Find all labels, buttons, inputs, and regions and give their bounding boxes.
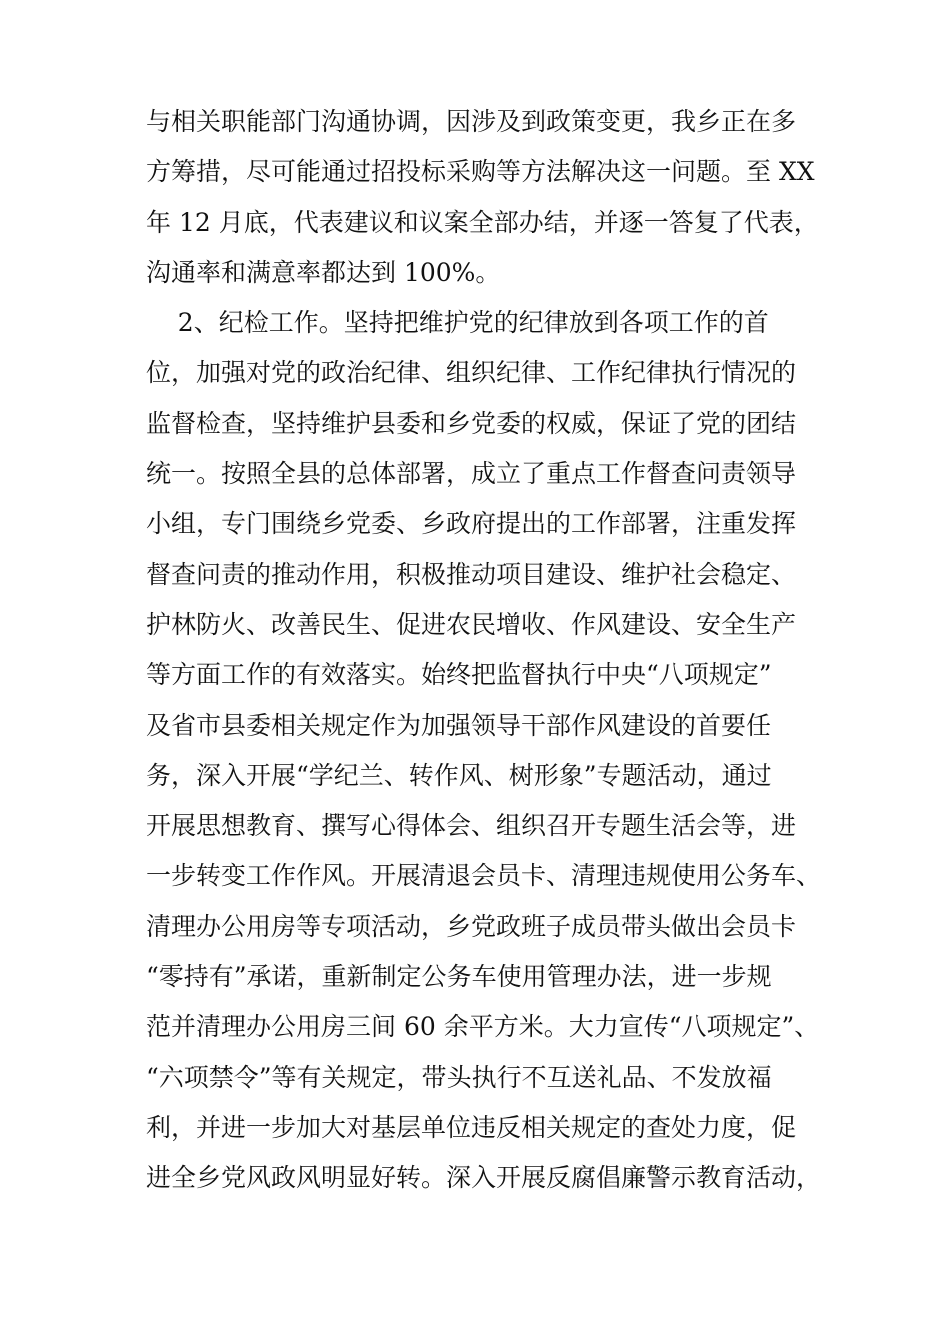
text-line-12: 等方面工作的有效落实。始终把监督执行中央“八项规定”	[146, 660, 772, 690]
text-line-10: 督查问责的推动作用，积极推动项目建设、维护社会稳定、	[146, 559, 797, 589]
text-line-4: 沟通率和满意率都达到 100%。	[146, 257, 501, 287]
text-line-8: 统一。按照全县的总体部署，成立了重点工作督查问责领导	[146, 459, 797, 489]
text-line-19: 范并清理办公用房三间 60 余平方米。大力宣传“八项规定”、	[146, 1012, 820, 1042]
body-text	[146, 97, 836, 1204]
text-line-9: 小组，专门围绕乡党委、乡政府提出的工作部署，注重发挥	[146, 509, 797, 539]
text-line-13: 及省市县委相关规定作为加强领导干部作风建设的首要任	[146, 710, 772, 740]
text-line-18: “零持有”承诺，重新制定公务车使用管理办法，进一步规	[146, 962, 772, 992]
text-line-11: 护林防火、改善民生、促进农民增收、作风建设、安全生产	[146, 609, 797, 639]
text-line-7: 监督检查，坚持维护县委和乡党委的权威，保证了党的团结	[146, 408, 797, 438]
text-line-16: 一步转变工作作风。开展清退会员卡、清理违规使用公务车、	[146, 861, 822, 891]
text-line-20: “六项禁令”等有关规定，带头执行不互送礼品、不发放福	[146, 1062, 772, 1092]
text-line-14: 务，深入开展“学纪兰、转作风、树形象”专题活动，通过	[146, 760, 772, 790]
text-line-22: 进全乡党风政风明显好转。深入开展反腐倡廉警示教育活动，	[146, 1163, 822, 1193]
text-line-1: 与相关职能部门沟通协调，因涉及到政策变更，我乡正在多	[146, 107, 797, 136]
text-line-2: 方筹措，尽可能通过招投标采购等方法解决这一问题。至 XX	[146, 157, 815, 187]
text-line-21: 利，并进一步加大对基层单位违反相关规定的查处力度，促	[146, 1112, 797, 1142]
text-line-6: 位，加强对党的政治纪律、组织纪律、工作纪律执行情况的	[146, 358, 797, 388]
text-line-5: 2、纪检工作。坚持把维护党的纪律放到各项工作的首	[146, 308, 769, 338]
text-line-3: 年 12 月底，代表建议和议案全部办结，并逐一答复了代表，	[146, 207, 819, 237]
text-line-17: 清理办公用房等专项活动，乡党政班子成员带头做出会员卡	[146, 911, 797, 941]
text-line-15: 开展思想教育、撰写心得体会、组织召开专题生活会等，进	[146, 811, 797, 841]
